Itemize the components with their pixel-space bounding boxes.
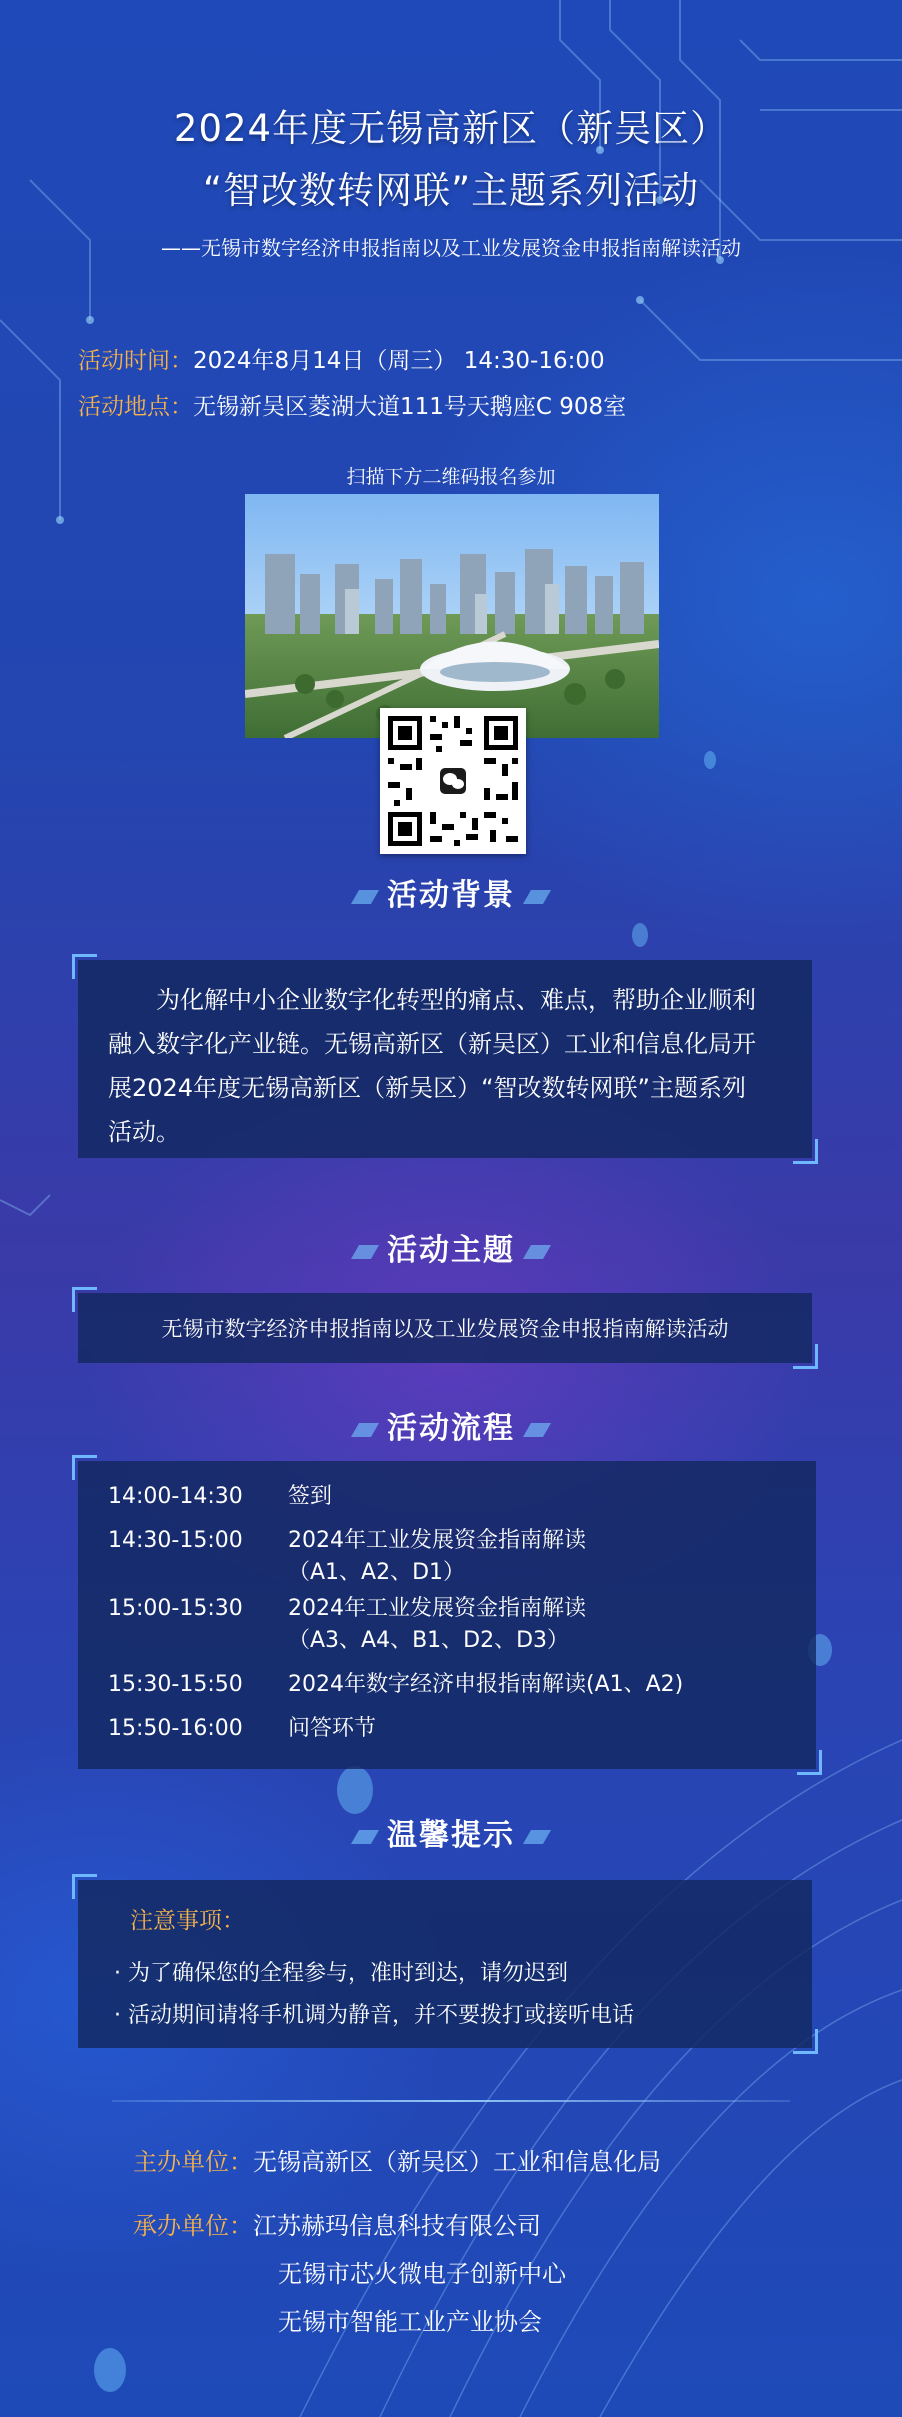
flow-time: 15:00-15:30 xyxy=(108,1596,243,1621)
title-deco-right xyxy=(523,890,551,904)
background-panel xyxy=(78,960,812,1158)
flow-time: 14:00-14:30 xyxy=(108,1484,243,1509)
flow-item-sub: （A3、A4、B1、D2、D3） xyxy=(288,1628,570,1653)
flow-panel xyxy=(78,1461,816,1769)
event-place-label: 活动地点： xyxy=(78,394,193,420)
registration-qr-code[interactable] xyxy=(380,708,526,854)
flow-row xyxy=(108,1711,376,1742)
event-place-row xyxy=(78,388,626,421)
poster-title-line2: “智改数转网联”主题系列活动 xyxy=(202,169,700,212)
flow-item-sub: （A1、A2、D1） xyxy=(288,1560,466,1585)
poster-subtitle: ——无锡市数字经济申报指南以及工业发展资金申报指南解读活动 xyxy=(161,236,741,260)
section-title-tips: 温馨提示 xyxy=(0,1810,902,1854)
theme-panel xyxy=(78,1293,812,1363)
event-time-value: 2024年8月14日（周三） 14:30-16:00 xyxy=(193,348,605,374)
title-deco-right xyxy=(523,1245,551,1259)
flow-row xyxy=(108,1523,586,1554)
co-organizer-row xyxy=(133,2206,541,2241)
event-place-value: 无锡新吴区菱湖大道111号天鹅座C 908室 xyxy=(193,394,627,420)
footer-divider xyxy=(112,2100,790,2102)
co-organizer-value: 江苏赫玛信息科技有限公司 xyxy=(253,2212,541,2240)
city-photo xyxy=(245,494,659,738)
co-organizer-value: 无锡市芯火微电子创新中心 xyxy=(278,2260,566,2288)
theme-text: 无锡市数字经济申报指南以及工业发展资金申报指南解读活动 xyxy=(161,1317,729,1341)
notes-title: 注意事项： xyxy=(130,1908,245,1934)
co-organizer-label: 承办单位： xyxy=(133,2212,253,2240)
section-title-flow: 活动流程 xyxy=(0,1403,902,1447)
co-organizer-value: 无锡市智能工业产业协会 xyxy=(278,2308,542,2336)
title-deco-left xyxy=(351,1245,379,1259)
flow-item: 问答环节 xyxy=(288,1716,377,1741)
host-label: 主办单位： xyxy=(133,2148,253,2176)
note-item: · 活动期间请将手机调为静音，并不要拨打或接听电话 xyxy=(114,2003,634,2028)
host-value: 无锡高新区（新吴区）工业和信息化局 xyxy=(253,2148,661,2176)
title-deco-left xyxy=(351,1423,379,1437)
flow-item: 2024年工业发展资金指南解读 xyxy=(288,1528,586,1553)
title-deco-right xyxy=(523,1830,551,1844)
tips-panel xyxy=(78,1880,812,2048)
title-deco-right xyxy=(523,1423,551,1437)
flow-item: 签到 xyxy=(288,1484,333,1509)
event-time-label: 活动时间： xyxy=(78,348,193,374)
host-row xyxy=(133,2142,661,2177)
poster-title-line1: 2024年度无锡高新区（新吴区） xyxy=(173,107,729,150)
flow-row xyxy=(108,1479,332,1510)
title-deco-left xyxy=(351,890,379,904)
note-item: · 为了确保您的全程参与，准时到达，请勿迟到 xyxy=(114,1961,568,1986)
event-time-row xyxy=(78,342,605,375)
section-title-theme: 活动主题 xyxy=(0,1225,902,1269)
flow-row xyxy=(108,1591,586,1622)
flow-item: 2024年工业发展资金指南解读 xyxy=(288,1596,586,1621)
flow-time: 14:30-15:00 xyxy=(108,1528,243,1553)
flow-item: 2024年数字经济申报指南解读(A1、A2) xyxy=(288,1672,684,1697)
section-title-background: 活动背景 xyxy=(0,870,902,914)
scan-hint: 扫描下方二维码报名参加 xyxy=(346,466,556,488)
flow-time: 15:30-15:50 xyxy=(108,1672,243,1697)
flow-row xyxy=(108,1667,683,1698)
title-deco-left xyxy=(351,1830,379,1844)
background-text: 为化解中小企业数字化转型的痛点、难点，帮助企业顺利融入数字化产业链。无锡高新区（新吴区）工业和信息化局开展2024年度无锡高新区（新吴区）“智改数转网联”主题系列活动。 xyxy=(108,986,756,1146)
flow-time: 15:50-16:00 xyxy=(108,1716,243,1741)
